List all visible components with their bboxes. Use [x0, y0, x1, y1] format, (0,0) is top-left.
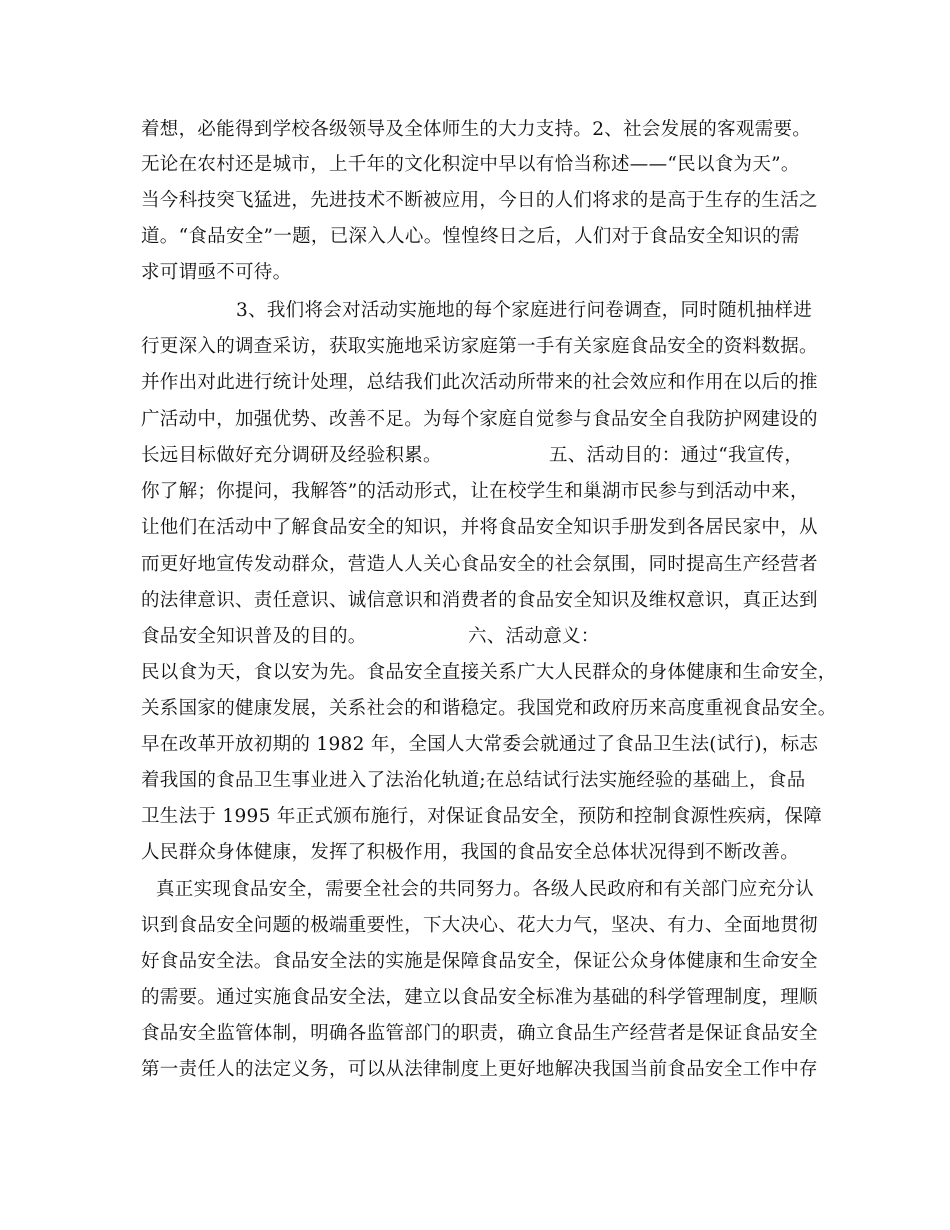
- text-line: 早在改革开放初期的 1982 年，全国人大常委会就通过了食品卫生法(试行)，标志: [141, 734, 819, 755]
- section-heading: 六、活动意义：: [468, 626, 600, 647]
- text-line: 的法律意识、责任意识、诚信意识和消费者的食品安全知识及维权意识，真正达到: [141, 590, 818, 611]
- text-line: 着我国的食品卫生事业进入了法治化轨道;在总结试行法实施经验的基础上，食品: [141, 770, 806, 791]
- text-line: 并作出对此进行统计处理，总结我们此次活动所带来的社会效应和作用在以后的推: [141, 372, 818, 393]
- text-line: 食品安全监管体制，明确各监管部门的职责，确立食品生产经营者是保证食品安全: [141, 1023, 818, 1044]
- text-line: 行更深入的调查采访，获取实施地采访家庭第一手有关家庭食品安全的资料数据。: [141, 336, 818, 357]
- text-line: 民以食为天，食以安为先。食品安全直接关系广大人民群众的身体健康和生命安全，: [141, 662, 837, 683]
- text-line: 求可谓亟不可待。: [141, 262, 292, 283]
- text-line: 而更好地宣传发动群众，营造人人关心食品安全的社会氛围，同时提高生产经营者: [141, 554, 818, 575]
- text-line: 关系国家的健康发展，关系社会的和谐稳定。我国党和政府历来高度重视食品安全。: [141, 698, 837, 719]
- text-line: 让他们在活动中了解食品安全的知识，并将食品安全知识手册发到各居民家中，从: [141, 517, 818, 538]
- text-line: 真正实现食品安全，需要全社会的共同努力。各级人民政府和有关部门应充分认: [156, 879, 815, 900]
- text-line: 广活动中，加强优势、改善不足。为每个家庭自觉参与食品安全自我防护网建设的: [141, 409, 818, 430]
- text-line: 道。“食品安全”一题，已深入人心。惶惶终日之后，人们对于食品安全知识的需: [141, 226, 800, 247]
- text-line: 当今科技突飞猛进，先进技术不断被应用，今日的人们将求的是高于生存的生活之: [141, 190, 818, 211]
- text-line: 识到食品安全问题的极端重要性，下大决心、花大力气，坚决、有力、全面地贯彻: [141, 915, 818, 936]
- text-line: 好食品安全法。食品安全法的实施是保障食品安全，保证公众身体健康和生命安全: [141, 951, 818, 972]
- text-line: 食品安全知识普及的目的。: [141, 626, 367, 647]
- text-line: 长远目标做好充分调研及经验积累。: [141, 445, 442, 466]
- text-line: 人民群众身体健康，发挥了积极作用，我国的食品安全总体状况得到不断改善。: [141, 842, 800, 863]
- text-line: 无论在农村还是城市，上千年的文化积淀中早以有恰当称述——“民以食为天”。: [141, 154, 800, 175]
- text-line: 3、我们将会对活动实施地的每个家庭进行问卷调查，同时随机抽样进: [236, 300, 813, 321]
- section-heading: 五、活动目的：通过“我宣传，: [549, 445, 804, 466]
- text-line: 第一责任人的法定义务，可以从法律制度上更好地解决我国当前食品安全工作中存: [141, 1059, 818, 1080]
- text-line: 卫生法于 1995 年正式颁布施行，对保证食品安全，预防和控制食源性疾病，保障: [141, 806, 823, 827]
- text-line: 着想，必能得到学校各级领导及全体师生的大力支持。2、社会发展的客观需要。: [141, 119, 812, 140]
- text-line: 的需要。通过实施食品安全法，建立以食品安全标准为基础的科学管理制度，理顺: [141, 987, 818, 1008]
- text-line: 你了解；你提问，我解答”的活动形式，让在校学生和巢湖市民参与到活动中来，: [141, 481, 809, 502]
